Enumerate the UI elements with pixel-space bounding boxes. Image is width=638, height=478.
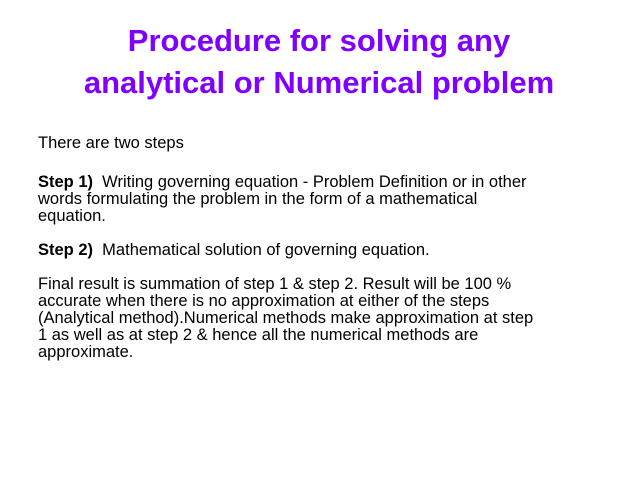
step-1-line-2: words formulating the problem in the form of a mathematical [38, 190, 478, 208]
final-line-4: 1 as well as at step 2 & hence all the numerical methods are [38, 326, 479, 344]
slide-title [20, 20, 618, 104]
step-1-label: Step 1) [38, 173, 94, 191]
step-2-paragraph [38, 242, 608, 259]
intro-paragraph: There are two steps [38, 134, 184, 152]
final-line-5: approximate. [38, 343, 134, 361]
final-line-2: accurate when there is no approximation at either of the steps [38, 292, 490, 310]
step-1-paragraph [38, 174, 608, 225]
title-line-2: analytical or Numerical problem [83, 65, 555, 100]
step-2-text: Mathematical solution of governing equation. [93, 241, 430, 259]
step-2-label: Step 2) [38, 241, 94, 259]
final-line-1: Final result is summation of step 1 & step 2. Result will be 100 % [38, 275, 512, 293]
final-result-paragraph [38, 276, 608, 361]
step-1-text-1: Writing governing equation - Problem Definition or in other [93, 173, 527, 191]
step-1-line-3: equation. [38, 207, 106, 225]
step-1-line-1 [38, 173, 608, 191]
final-line-3: (Analytical method).Numerical methods make approximation at step [38, 309, 534, 327]
title-line-1: Procedure for solving any [127, 23, 511, 58]
slide-body [38, 135, 608, 378]
